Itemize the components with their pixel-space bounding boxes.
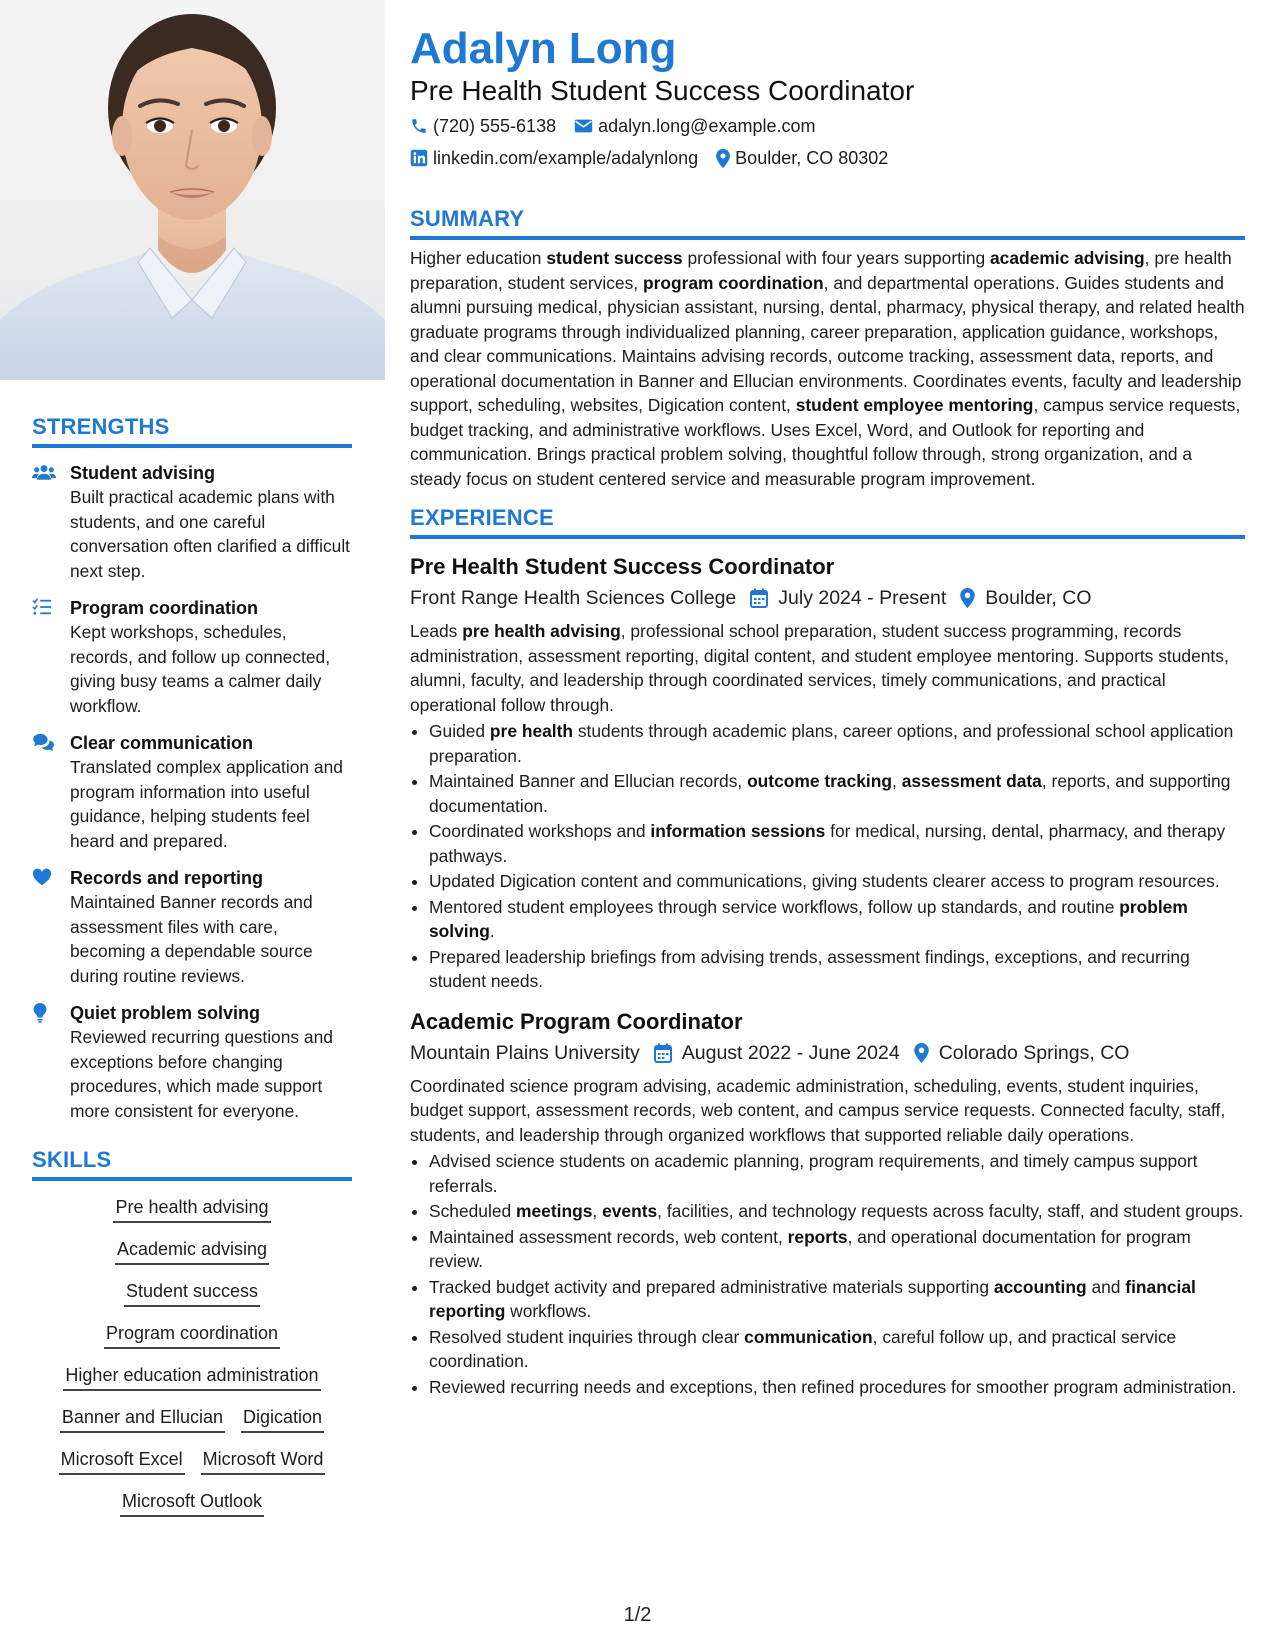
text-run: Coordinated workshops and bbox=[429, 821, 651, 841]
job-meta bbox=[410, 583, 1245, 613]
map-pin-icon bbox=[914, 1043, 929, 1063]
experience-bullet bbox=[429, 945, 1245, 994]
job-description bbox=[410, 619, 1245, 717]
phone-text: (720) 555-6138 bbox=[433, 116, 557, 136]
strength-description: Maintained Banner records and assessment files with care, becoming a dependable source during routine reviews. bbox=[70, 892, 313, 986]
bold-term: meetings bbox=[516, 1201, 593, 1221]
text-run: , and operational documentation for program review. bbox=[429, 1226, 1191, 1271]
skill-tag: Microsoft Outlook bbox=[120, 1489, 264, 1517]
skill-row bbox=[96, 1321, 288, 1349]
heart-icon bbox=[32, 866, 70, 988]
text-run: , reports, and supporting documentation. bbox=[429, 771, 1231, 816]
map-pin-icon bbox=[716, 149, 730, 168]
bold-term: pre health advising bbox=[462, 621, 621, 641]
skill-row bbox=[55, 1363, 328, 1391]
candidate-title: Pre Health Student Success Coordinator bbox=[410, 75, 915, 106]
job-dates: July 2024 - Present bbox=[778, 587, 947, 609]
skill-tag: Microsoft Excel bbox=[59, 1447, 185, 1475]
text-run: Scheduled bbox=[429, 1201, 517, 1221]
strength-description: Reviewed recurring questions and exceptions before changing procedures, which made support more consistent for everyone. bbox=[70, 1027, 333, 1121]
envelope-icon bbox=[574, 118, 593, 134]
users-icon bbox=[32, 461, 70, 583]
strength-item bbox=[32, 461, 352, 583]
profile-photo bbox=[0, 0, 385, 380]
company-name: Front Range Health Sciences College bbox=[410, 587, 737, 609]
lightbulb-icon bbox=[32, 1001, 70, 1123]
email-text: adalyn.long@example.com bbox=[598, 116, 816, 136]
job-location: Colorado Springs, CO bbox=[938, 1041, 1130, 1064]
comments-icon bbox=[32, 731, 70, 853]
skill-tag: Microsoft Word bbox=[201, 1447, 326, 1475]
bold-term: student success bbox=[546, 248, 683, 268]
experience-heading: EXPERIENCE bbox=[410, 503, 1245, 539]
skill-row bbox=[51, 1447, 334, 1475]
text-run: students through academic plans, career options, and professional school application preparation. bbox=[429, 721, 1234, 766]
skill-row bbox=[112, 1489, 272, 1517]
skills-heading: SKILLS bbox=[32, 1145, 352, 1181]
text-run: Leads bbox=[410, 621, 463, 641]
text-run: professional with four years supporting bbox=[682, 248, 991, 268]
bold-term: events bbox=[602, 1201, 658, 1221]
skill-row bbox=[116, 1279, 268, 1307]
text-run: and bbox=[1086, 1276, 1126, 1297]
text-run: Reviewed recurring needs and exceptions, then refined procedures for smoother program administration. bbox=[429, 1376, 1237, 1397]
text-run: Advised science students on academic planning, program requirements, and timely campus support referrals. bbox=[429, 1151, 1198, 1196]
strength-item bbox=[32, 1001, 352, 1123]
company-name: Mountain Plains University bbox=[410, 1041, 640, 1064]
text-run: Mentored student employees through service workflows, follow up standards, and routine bbox=[429, 896, 1120, 917]
experience-bullet bbox=[429, 895, 1245, 944]
job-meta bbox=[410, 1038, 1245, 1068]
skill-tag: Pre health advising bbox=[113, 1195, 270, 1223]
text-run: Guided bbox=[429, 721, 490, 741]
bold-term: program coordination bbox=[642, 272, 824, 293]
map-pin-icon bbox=[960, 588, 975, 608]
linkedin-contact[interactable] bbox=[410, 142, 698, 174]
experience-bullet bbox=[429, 1225, 1245, 1274]
skill-tag: Digication bbox=[241, 1405, 324, 1433]
page-number: 1/2 bbox=[623, 1604, 652, 1626]
text-run: Maintained Banner and Ellucian records, bbox=[429, 771, 748, 791]
experience-bullet bbox=[429, 719, 1245, 768]
skill-tag: Program coordination bbox=[104, 1321, 280, 1349]
bold-term: problem solving bbox=[429, 896, 1188, 941]
text-run: , bbox=[592, 1201, 603, 1221]
strength-item bbox=[32, 866, 352, 988]
text-run: Coordinated science program advising, academic administration, scheduling, events, student inquiries, budget support, assessment records, web content, and campus service requests. Connected faculty, staff, students, and leadership through organized workflows that supported reliable daily operations. bbox=[410, 1075, 1226, 1145]
experience-bullet bbox=[429, 1275, 1245, 1324]
text-run: Higher education bbox=[410, 248, 547, 268]
summary-heading: SUMMARY bbox=[410, 204, 1245, 240]
contact-row-1 bbox=[410, 110, 1245, 142]
strength-title: Clear communication bbox=[70, 733, 254, 753]
strength-description: Built practical academic plans with students, and one careful conversation often clarified a difficult next step. bbox=[70, 487, 351, 581]
job-title: Academic Program Coordinator bbox=[410, 1008, 743, 1034]
contact-row-2 bbox=[410, 142, 1245, 174]
phone-contact[interactable] bbox=[410, 110, 556, 142]
location-contact bbox=[716, 142, 888, 174]
text-run: , pre health preparation, student services, bbox=[410, 248, 1232, 293]
skill-row bbox=[105, 1195, 278, 1223]
linkedin-text: linkedin.com/example/adalynlong bbox=[433, 148, 699, 168]
calendar-icon bbox=[750, 588, 768, 608]
experience-bullet bbox=[429, 1325, 1245, 1374]
text-run: , careful follow up, and practical service coordination. bbox=[429, 1326, 1177, 1371]
summary-text bbox=[410, 246, 1245, 491]
experience-bullet bbox=[429, 819, 1245, 868]
text-run: , and departmental operations. Guides students and alumni pursuing medical, physician assistant, nursing, dental, pharmacy, physical therapy, and related health graduate programs through individualized planning, career preparation, application guidance, workshops, and clear communications. Maintains advising records, outcome tracking, assessment data, reports, and operational documentation in Banner and Ellucian environments. Coordinates events, faculty and leadership support, scheduling, websites, Digication content, bbox=[410, 272, 1245, 415]
strength-item bbox=[32, 731, 352, 853]
text-run: , facilities, and technology requests across faculty, staff, and student groups. bbox=[657, 1201, 1244, 1221]
skill-tag: Academic advising bbox=[115, 1237, 269, 1265]
job-bullets bbox=[410, 719, 1245, 994]
job-title: Pre Health Student Success Coordinator bbox=[410, 554, 835, 579]
skill-row bbox=[107, 1237, 277, 1265]
strength-title: Records and reporting bbox=[70, 868, 264, 888]
job-location: Boulder, CO bbox=[985, 587, 1092, 609]
bold-term: reports bbox=[787, 1226, 848, 1247]
job-dates: August 2022 - June 2024 bbox=[681, 1041, 900, 1064]
skill-row bbox=[52, 1405, 332, 1433]
text-run: Maintained assessment records, web content, bbox=[429, 1226, 788, 1247]
text-run: Updated Digication content and communications, giving students clearer access to program resources. bbox=[429, 871, 1220, 891]
bold-term: financial reporting bbox=[429, 1276, 1196, 1321]
phone-icon bbox=[410, 117, 428, 135]
job-description bbox=[410, 1074, 1245, 1148]
experience-bullet bbox=[429, 869, 1245, 894]
experience-bullet bbox=[429, 1375, 1245, 1400]
strength-title: Student advising bbox=[70, 463, 216, 483]
text-run: for medical, nursing, dental, pharmacy, and therapy pathways. bbox=[429, 821, 1226, 866]
calendar-icon bbox=[654, 1043, 672, 1063]
bold-term: information sessions bbox=[650, 821, 826, 841]
text-run: , professional school preparation, student success programming, records administration, assessment reporting, digital content, and student employee mentoring. Supports students, alumni, faculty, and leadership through coordinated services, timely communications, and practical operational follow through. bbox=[410, 621, 1229, 715]
text-run: Tracked budget activity and prepared administrative materials supporting bbox=[429, 1276, 994, 1297]
experience-entry bbox=[410, 1008, 1245, 1400]
experience-bullet bbox=[429, 769, 1245, 818]
skill-tag: Higher education administration bbox=[63, 1363, 320, 1391]
bold-term: assessment data bbox=[901, 771, 1042, 791]
strength-title: Quiet problem solving bbox=[70, 1003, 261, 1023]
location-text: Boulder, CO 80302 bbox=[735, 148, 889, 168]
candidate-name: Adalyn Long bbox=[410, 24, 677, 73]
text-run: Prepared leadership briefings from advising trends, assessment findings, exceptions, and recurring student needs. bbox=[429, 946, 1190, 991]
bold-term: accounting bbox=[993, 1276, 1087, 1297]
experience-bullet bbox=[429, 1199, 1245, 1224]
strength-title: Program coordination bbox=[70, 598, 259, 618]
main-content bbox=[410, 22, 1245, 1400]
skill-tag: Banner and Ellucian bbox=[60, 1405, 225, 1433]
bold-term: outcome tracking bbox=[747, 771, 893, 791]
text-run: , campus service requests, budget tracking, and administrative workflows. Uses Excel, Word, and Outlook for reporting and communication. Brings practical problem solving, thoughtful follow through, strong organization, and a steady focus on student centered service and measurable program improvement. bbox=[410, 395, 1241, 489]
skills-list bbox=[32, 1195, 352, 1531]
text-run: workflows. bbox=[505, 1301, 592, 1321]
text-run: , bbox=[892, 771, 902, 791]
text-run: . bbox=[489, 921, 495, 941]
strength-description: Translated complex application and program information into useful guidance, helping students feel heard and prepared. bbox=[70, 757, 343, 851]
strength-description: Kept workshops, schedules, records, and follow up connected, giving busy teams a calmer daily workflow. bbox=[70, 622, 331, 716]
job-bullets bbox=[410, 1149, 1245, 1399]
bold-term: communication bbox=[744, 1326, 873, 1347]
bold-term: academic advising bbox=[990, 248, 1145, 268]
linkedin-icon bbox=[410, 149, 428, 167]
experience-list bbox=[410, 553, 1245, 1399]
skill-tag: Student success bbox=[124, 1279, 260, 1307]
strengths-list bbox=[32, 461, 352, 1123]
bold-term: student employee mentoring bbox=[795, 395, 1034, 415]
experience-bullet bbox=[429, 1149, 1245, 1198]
email-contact[interactable] bbox=[574, 110, 815, 142]
experience-entry bbox=[410, 553, 1245, 994]
portrait-illustration bbox=[0, 0, 385, 380]
bold-term: pre health bbox=[489, 721, 574, 741]
text-run: Resolved student inquiries through clear bbox=[429, 1326, 745, 1347]
strength-item bbox=[32, 596, 352, 718]
checklist-icon bbox=[32, 596, 70, 718]
strengths-heading: STRENGTHS bbox=[32, 412, 352, 448]
